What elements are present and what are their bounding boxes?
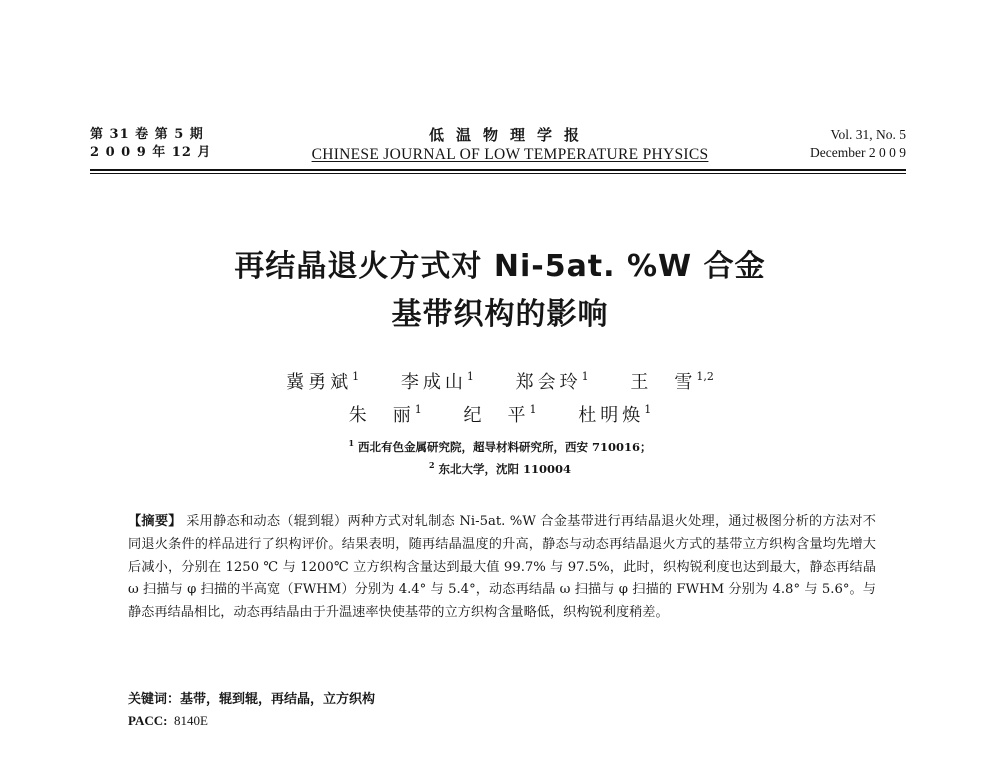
- author: [630, 368, 714, 394]
- affiliation-1: [100, 438, 900, 455]
- author-affiliation-mark: 1: [414, 403, 422, 416]
- journal-name-cn: 低温物理学报: [428, 126, 591, 144]
- author-name: 李成山: [400, 372, 467, 393]
- affiliation-mark: 2: [428, 460, 435, 470]
- keywords-label: 关键词：: [128, 692, 181, 707]
- author-affiliation-mark: 1: [644, 403, 652, 416]
- authors-row-1: [100, 368, 900, 394]
- abstract-label: 【摘要】: [128, 514, 182, 529]
- author: [286, 368, 359, 394]
- volume-issue-cn: 第 31 卷 第 5 期: [90, 127, 204, 142]
- title-line-2: 基带织构的影响: [391, 297, 609, 332]
- paper-title: [100, 243, 900, 339]
- author-affiliation-mark: 1: [581, 370, 589, 383]
- abstract-text: 采用静态和动态（辊到辊）两种方式对轧制态 Ni-5at. %W 合金基带进行再结晶退火处理，通过极图分析的方法对不同退火条件的样品进行了织构评价。结果表明，随再结晶温度的升高，静态与动态再结晶退火方式的基带立方织构含量均先增大后减小，分别在 1250 ℃ 与 1200℃ 立方织构含量达到最大值 99.7% 与 97.5%，此时，织构锐利度也达到最大，静态再结晶 ω 扫描与 φ 扫描的半高宽（FWHM）分别为 4.4° 与 5.4°，动态再结晶 ω 扫描与 φ 扫描的 FWHM 分别为 4.8° 与 5.6°。与静态再结晶相比，动态再结晶由于升温速率快使基带的立方织构含量略低，织构锐利度稍差。: [128, 514, 876, 621]
- author: [349, 401, 422, 427]
- journal-name-en: CHINESE JOURNAL OF LOW TEMPERATURE PHYSICS: [311, 146, 709, 163]
- author-affiliation-mark: 1: [352, 370, 360, 383]
- date-cn: 2 0 0 9 年 12 月: [90, 145, 212, 160]
- keywords: [128, 688, 375, 707]
- abstract: [128, 511, 876, 625]
- author-name: 朱 丽: [348, 405, 415, 426]
- author-name: 纪 平: [463, 405, 530, 426]
- date-en: December 2 0 0 9: [810, 145, 906, 160]
- journal-issue-cn: [90, 126, 211, 162]
- title-line-1: 再结晶退火方式对 Ni-5at. %W 合金: [234, 249, 766, 284]
- author-affiliation-mark: 1: [529, 403, 537, 416]
- author: [401, 368, 474, 394]
- author-name: 王 雪: [630, 372, 697, 393]
- header-rule-thick: [90, 169, 906, 171]
- author-affiliation-mark: 1,2: [696, 370, 714, 383]
- affiliation-text: 西北有色金属研究院，超导材料研究所，西安 710016；: [358, 440, 652, 454]
- keywords-text: 基带，辊到辊，再结晶，立方织构: [180, 692, 376, 707]
- author-affiliation-mark: 1: [466, 370, 474, 383]
- author-name: 杜明焕: [578, 405, 645, 426]
- affiliation-text: 东北大学，沈阳 110004: [438, 462, 572, 476]
- authors-row-2: [100, 401, 900, 427]
- journal-name: [230, 126, 790, 164]
- author-name: 郑会玲: [515, 372, 582, 393]
- journal-issue-en: [810, 126, 906, 162]
- header-rule-thin: [90, 173, 906, 174]
- pacc-value: 8140E: [173, 713, 208, 728]
- volume-issue-en: Vol. 31, No. 5: [830, 127, 906, 142]
- author-name: 冀勇斌: [286, 372, 353, 393]
- pacc-code: [128, 713, 208, 729]
- author: [464, 401, 537, 427]
- pacc-label: PACC:: [128, 713, 168, 728]
- author: [578, 401, 651, 427]
- author: [516, 368, 589, 394]
- journal-header: [90, 126, 906, 170]
- affiliation-mark: 1: [348, 438, 355, 448]
- affiliation-2: [100, 460, 900, 477]
